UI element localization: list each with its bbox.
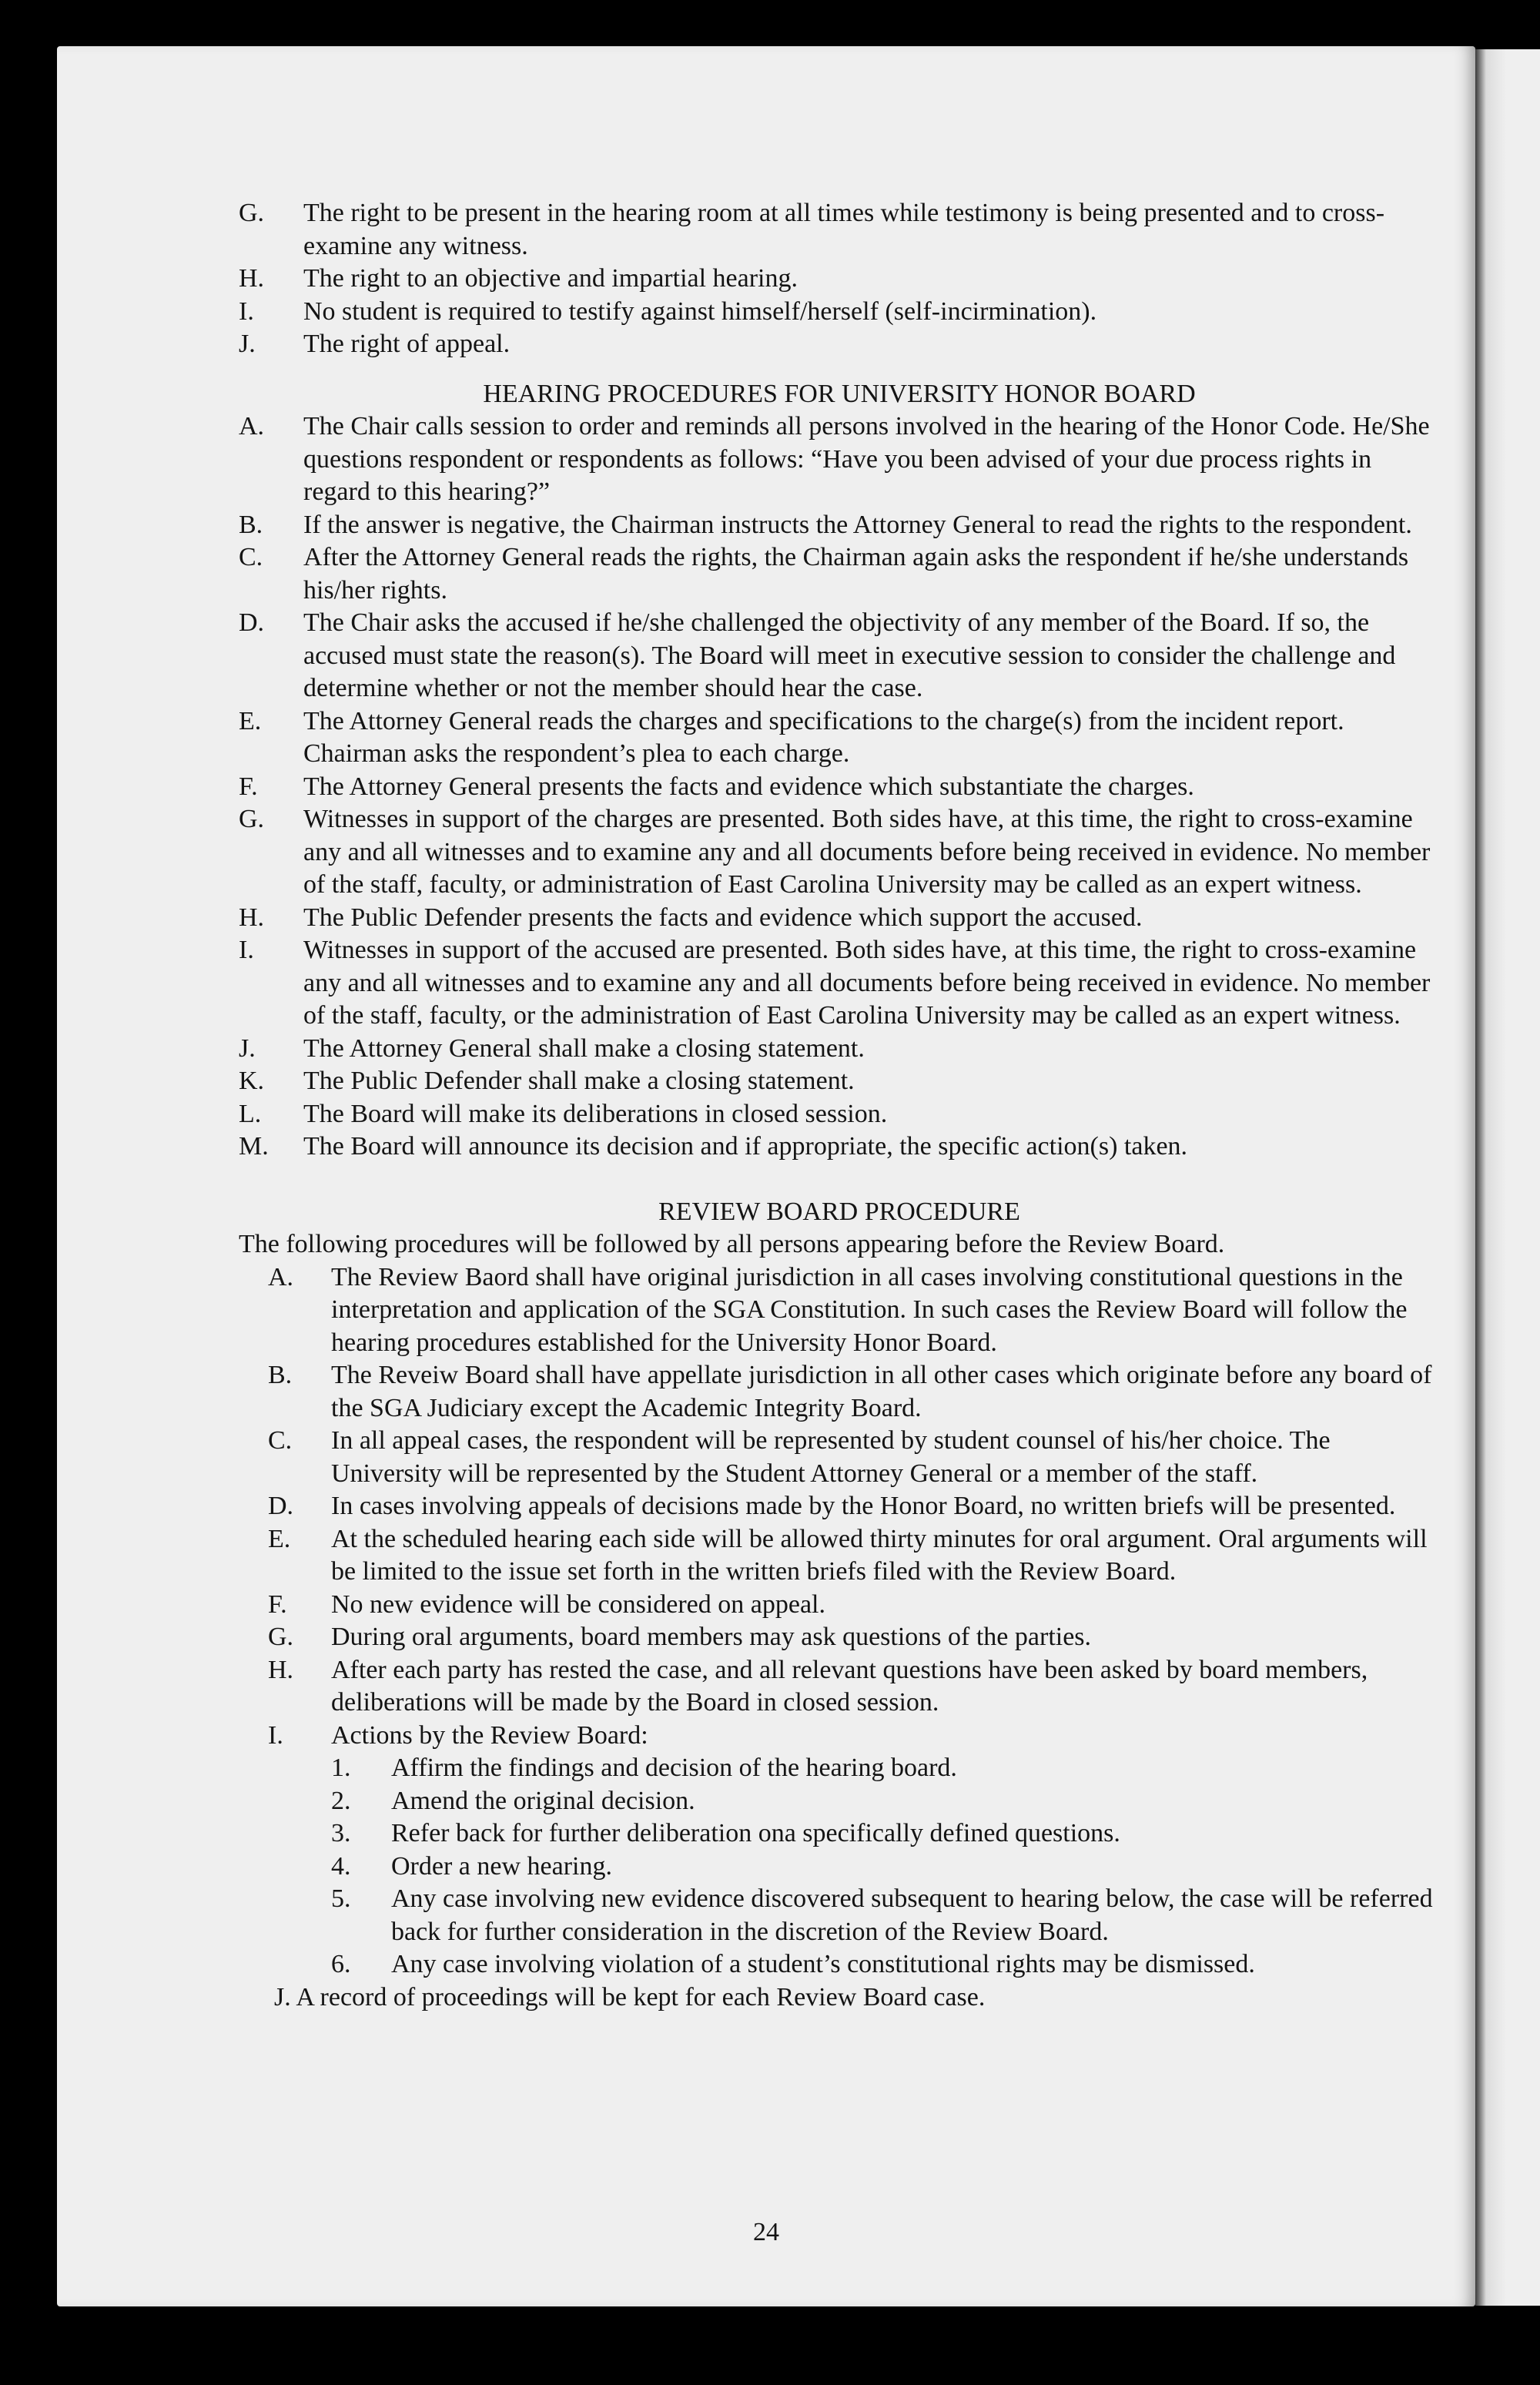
list-item: 1. Affirm the findings and decision of the hearing board.: [331, 1754, 957, 1782]
review-board-intro: The following procedures will be followed by all persons appearing before the Review Board.: [239, 1230, 1225, 1258]
review-board-list: [239, 1261, 1440, 1981]
page-number: 24: [753, 2218, 779, 2246]
list-item: I. Witnesses in support of the accused are presented. Both sides have, at this time, the right to cross-examine any and all witnesses and to examine any and all documents before being received in evidence. No member of the staff, faculty, or the administration of East Carolina University may be called as an expert witness.: [239, 936, 1431, 1030]
list-item: B. The Reveiw Board shall have appellate jurisdiction in all other cases which originate before any board of the SGA Judiciary except the Academic Integrity Board.: [268, 1361, 1432, 1422]
list-item: A. The Chair calls session to order and reminds all persons involved in the hearing of the Honor Code. He/She questions respondent or respondents as follows: “Have you been advised of your due process rights in regard to this hearing?”: [239, 412, 1430, 506]
review-board-actions-list: [331, 1752, 1440, 1981]
list-item: E. At the scheduled hearing each side will be allowed thirty minutes for oral argument. Oral arguments will be limited to the issue set forth in the written briefs filed with the Review Board.: [268, 1524, 1428, 1586]
record-of-proceedings: J. A record of proceedings will be kept for each Review Board case.: [274, 1982, 986, 2012]
list-item: J. The right of appeal.: [239, 330, 511, 358]
list-item: H. After each party has rested the case, and all relevant questions have been asked by board members, deliberations will be made by the Board in closed session.: [268, 1655, 1368, 1717]
list-item: 5. Any case involving new evidence discovered subsequent to hearing below, the case will be referred back for further consideration in the discretion of the Review Board.: [331, 1884, 1433, 1946]
list-item: M. The Board will announce its decision and if appropriate, the specific action(s) taken.: [239, 1132, 1188, 1161]
list-item: H. The right to an objective and impartial hearing.: [239, 264, 798, 293]
list-item: H. The Public Defender presents the facts and evidence which support the accused.: [239, 903, 1143, 932]
list-item: J. The Attorney General shall make a closing statement.: [239, 1033, 865, 1063]
list-item: A. The Review Baord shall have original jurisdiction in all cases involving constitutional questions in the interpretation and application of the SGA Constitution. In such cases the Review Board will follow the hearing procedures established for the University Honor Board.: [268, 1262, 1408, 1357]
list-item: C. In all appeal cases, the respondent will be represented by student counsel of his/her choice. The University will be represented by the Student Attorney General or a member of the staff.: [268, 1426, 1331, 1488]
list-item: B. If the answer is negative, the Chairman instructs the Attorney General to read the rights to the respondent.: [239, 510, 1412, 539]
list-item: I. No student is required to testify against himself/herself (self-incirmination).: [239, 296, 1097, 326]
review-board-heading: REVIEW BOARD PROCEDURE: [658, 1197, 1020, 1226]
list-item: K. The Public Defender shall make a closing statement.: [239, 1067, 855, 1095]
rights-list: [239, 197, 1440, 361]
list-item: F. No new evidence will be considered on appeal.: [268, 1589, 825, 1619]
actions-intro: Actions by the Review Board:: [331, 1720, 648, 1750]
list-item: E. The Attorney General reads the charges and specifications to the charge(s) from the incident report. Chairman asks the respondent’s plea to each charge.: [239, 706, 1344, 768]
list-item: 6. Any case involving violation of a student’s constitutional rights may be dismissed.: [331, 1950, 1255, 1978]
list-item: D. In cases involving appeals of decisions made by the Honor Board, no written briefs will be presented.: [268, 1492, 1396, 1520]
list-item: I. Actions by the Review Board: 1. Affirm the findings and decision of the hearing board. 2. Amend the original decision. 3. Refer back for further deliberation ona specifically defined questions. 4. Order a new hearing. 5. Any case involving new evidence discovered subsequent to hearing below, the case will be referred back for further consideration in the discretion of the Review Board. 6. Any case involving violation of a student’s constitutional rights may be dismissed.: [268, 1720, 1440, 1981]
list-item: D. The Chair asks the accused if he/she challenged the objectivity of any member of the Board. If so, the accused must state the reason(s). The Board will meet in executive session to consider the challenge and determine whether or not the member should hear the case.: [239, 608, 1396, 702]
document-page: [57, 46, 1475, 2306]
page-content: [239, 197, 1440, 2014]
list-item: G. During oral arguments, board members may ask questions of the parties.: [268, 1623, 1092, 1651]
list-item: F. The Attorney General presents the facts and evidence which substantiate the charges.: [239, 772, 1194, 801]
list-item: C. After the Attorney General reads the rights, the Chairman again asks the respondent if he/she understands his/her rights.: [239, 543, 1409, 605]
hearing-procedures-list: [239, 410, 1440, 1164]
list-item: 4. Order a new hearing.: [331, 1851, 612, 1881]
list-item: 3. Refer back for further deliberation ona specifically defined questions.: [331, 1819, 1120, 1847]
next-page-edge: [1475, 49, 1540, 2306]
list-item: G. The right to be present in the hearing room at all times while testimony is being presented and to cross-examine any witness.: [239, 199, 1385, 260]
list-item: G. Witnesses in support of the charges are presented. Both sides have, at this time, the right to cross-examine any and all witnesses and to examine any and all documents before being received in evidence. No member of the staff, faculty, or administration of East Carolina University may be called as an expert witness.: [239, 805, 1431, 899]
actions-block: [331, 1720, 1440, 1981]
list-item: 2. Amend the original decision.: [331, 1786, 695, 1815]
list-item: L. The Board will make its deliberations in closed session.: [239, 1099, 888, 1128]
hearing-procedures-heading: HEARING PROCEDURES FOR UNIVERSITY HONOR BOARD: [483, 379, 1196, 408]
